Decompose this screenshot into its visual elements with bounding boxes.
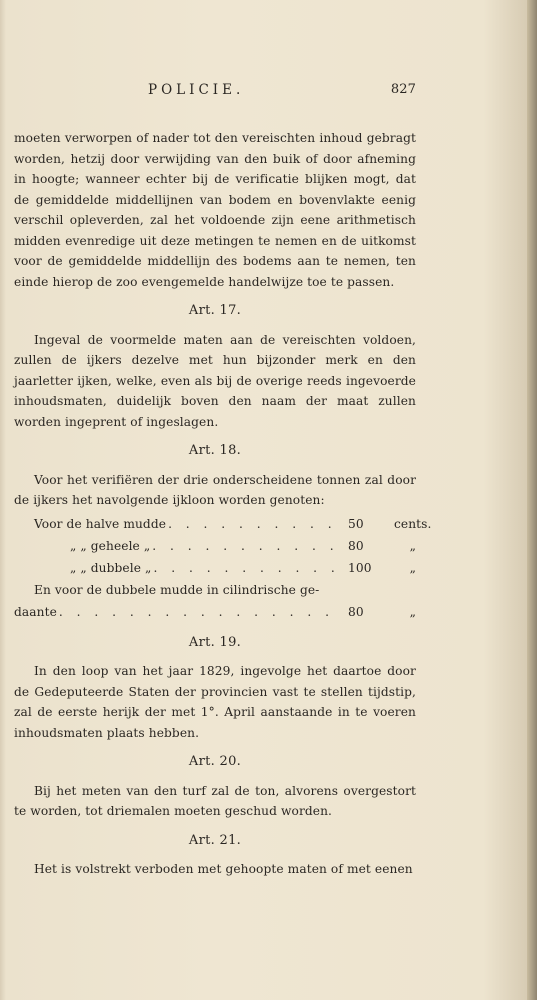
fee-last-label: En voor de dubbele mudde in cilindrische ge- (34, 582, 320, 597)
article-21-heading: Art. 21. (188, 832, 242, 848)
article-20-text: Bij het meten van den turf zal de ton, alvorens overgestort te worden, tot driemalen moeten geschud worden. (14, 783, 416, 818)
fee-value: 100 (348, 560, 372, 575)
fee-row (14, 602, 416, 624)
article-21-text: Het is volstrekt verboden met gehoopte maten of met eenen (34, 862, 413, 876)
fee-value: 80 (348, 604, 364, 619)
article-17-heading: Art. 17. (188, 303, 242, 318)
running-header (14, 80, 416, 102)
fee-label: daante (14, 604, 57, 619)
article-19-text: In den loop van het jaar 1829, ingevolge het daartoe door de Gedeputeerde Staten der provincien vast te stellen tijdstip, zal de eerste herijk der met 1°. April aanstaande in te voeren inhoudsmaten plaats hebben. (14, 664, 416, 740)
fee-dots: . . . . . . . . . . . (152, 538, 339, 553)
fee-table (14, 514, 432, 624)
fee-value: 50 (348, 516, 364, 531)
fee-value: 80 (348, 538, 364, 553)
article-18-heading: Art. 18. (188, 443, 242, 458)
fee-dots: . . . . . . . . . . . . . . . . (58, 604, 335, 619)
intro-paragraph: moeten verworpen of nader tot den vereischten inhoud gebragt worden, hetzij door verwijding van den buik of door afneming in hoogte; wanneer echter bij de verificatie blijken mogt, dat de gemiddelde middellijnen van bodem en bovenvlakte eenig verschil opleverden, zal het voldoende zijn eene arithmetisch midden evenredige uit deze metingen te nemen en de uitkomst voor de gemiddelde middellijn des bodems aan te nemen, ten einde hierop de zoo evengemelde handelwijze toe te passen. (14, 131, 416, 289)
fee-row (14, 558, 416, 580)
fee-dots: . . . . . . . . . . (168, 516, 337, 531)
running-title: POLICIE. (148, 82, 245, 98)
fee-dots: . . . . . . . . . . . (153, 560, 340, 575)
article-18-text: Voor het verifiëren der drie onderscheidene tonnen zal door de ijkers het navolgende ijkloon worden genoten: (14, 472, 416, 507)
page-number: 827 (390, 82, 416, 97)
fee-unit: „ (409, 604, 416, 619)
fee-label: Voor de halve mudde (34, 516, 167, 531)
article-20-heading: Art. 20. (188, 754, 242, 769)
fee-unit: „ (409, 538, 416, 553)
fee-label: „ „ geheele „ (70, 538, 151, 553)
article-19-heading: Art. 19. (188, 634, 242, 650)
fee-row (14, 536, 416, 558)
fee-unit: cents. (394, 516, 432, 531)
fee-label: „ „ dubbele „ (70, 560, 152, 575)
page-edge-shadow (527, 0, 537, 1000)
fee-row (14, 514, 432, 536)
article-17-text: Ingeval de voormelde maten aan de vereischten voldoen, zullen de ijkers dezelve met hun bijzonder merk en den jaarletter ijken, welke, even als bij de overige reeds ingevoerde inhoudsmaten, duidelijk boven den naam der maat zullen worden ingeprent of ingeslagen. (14, 332, 416, 429)
body-text (14, 128, 432, 880)
fee-unit: „ (409, 560, 416, 575)
